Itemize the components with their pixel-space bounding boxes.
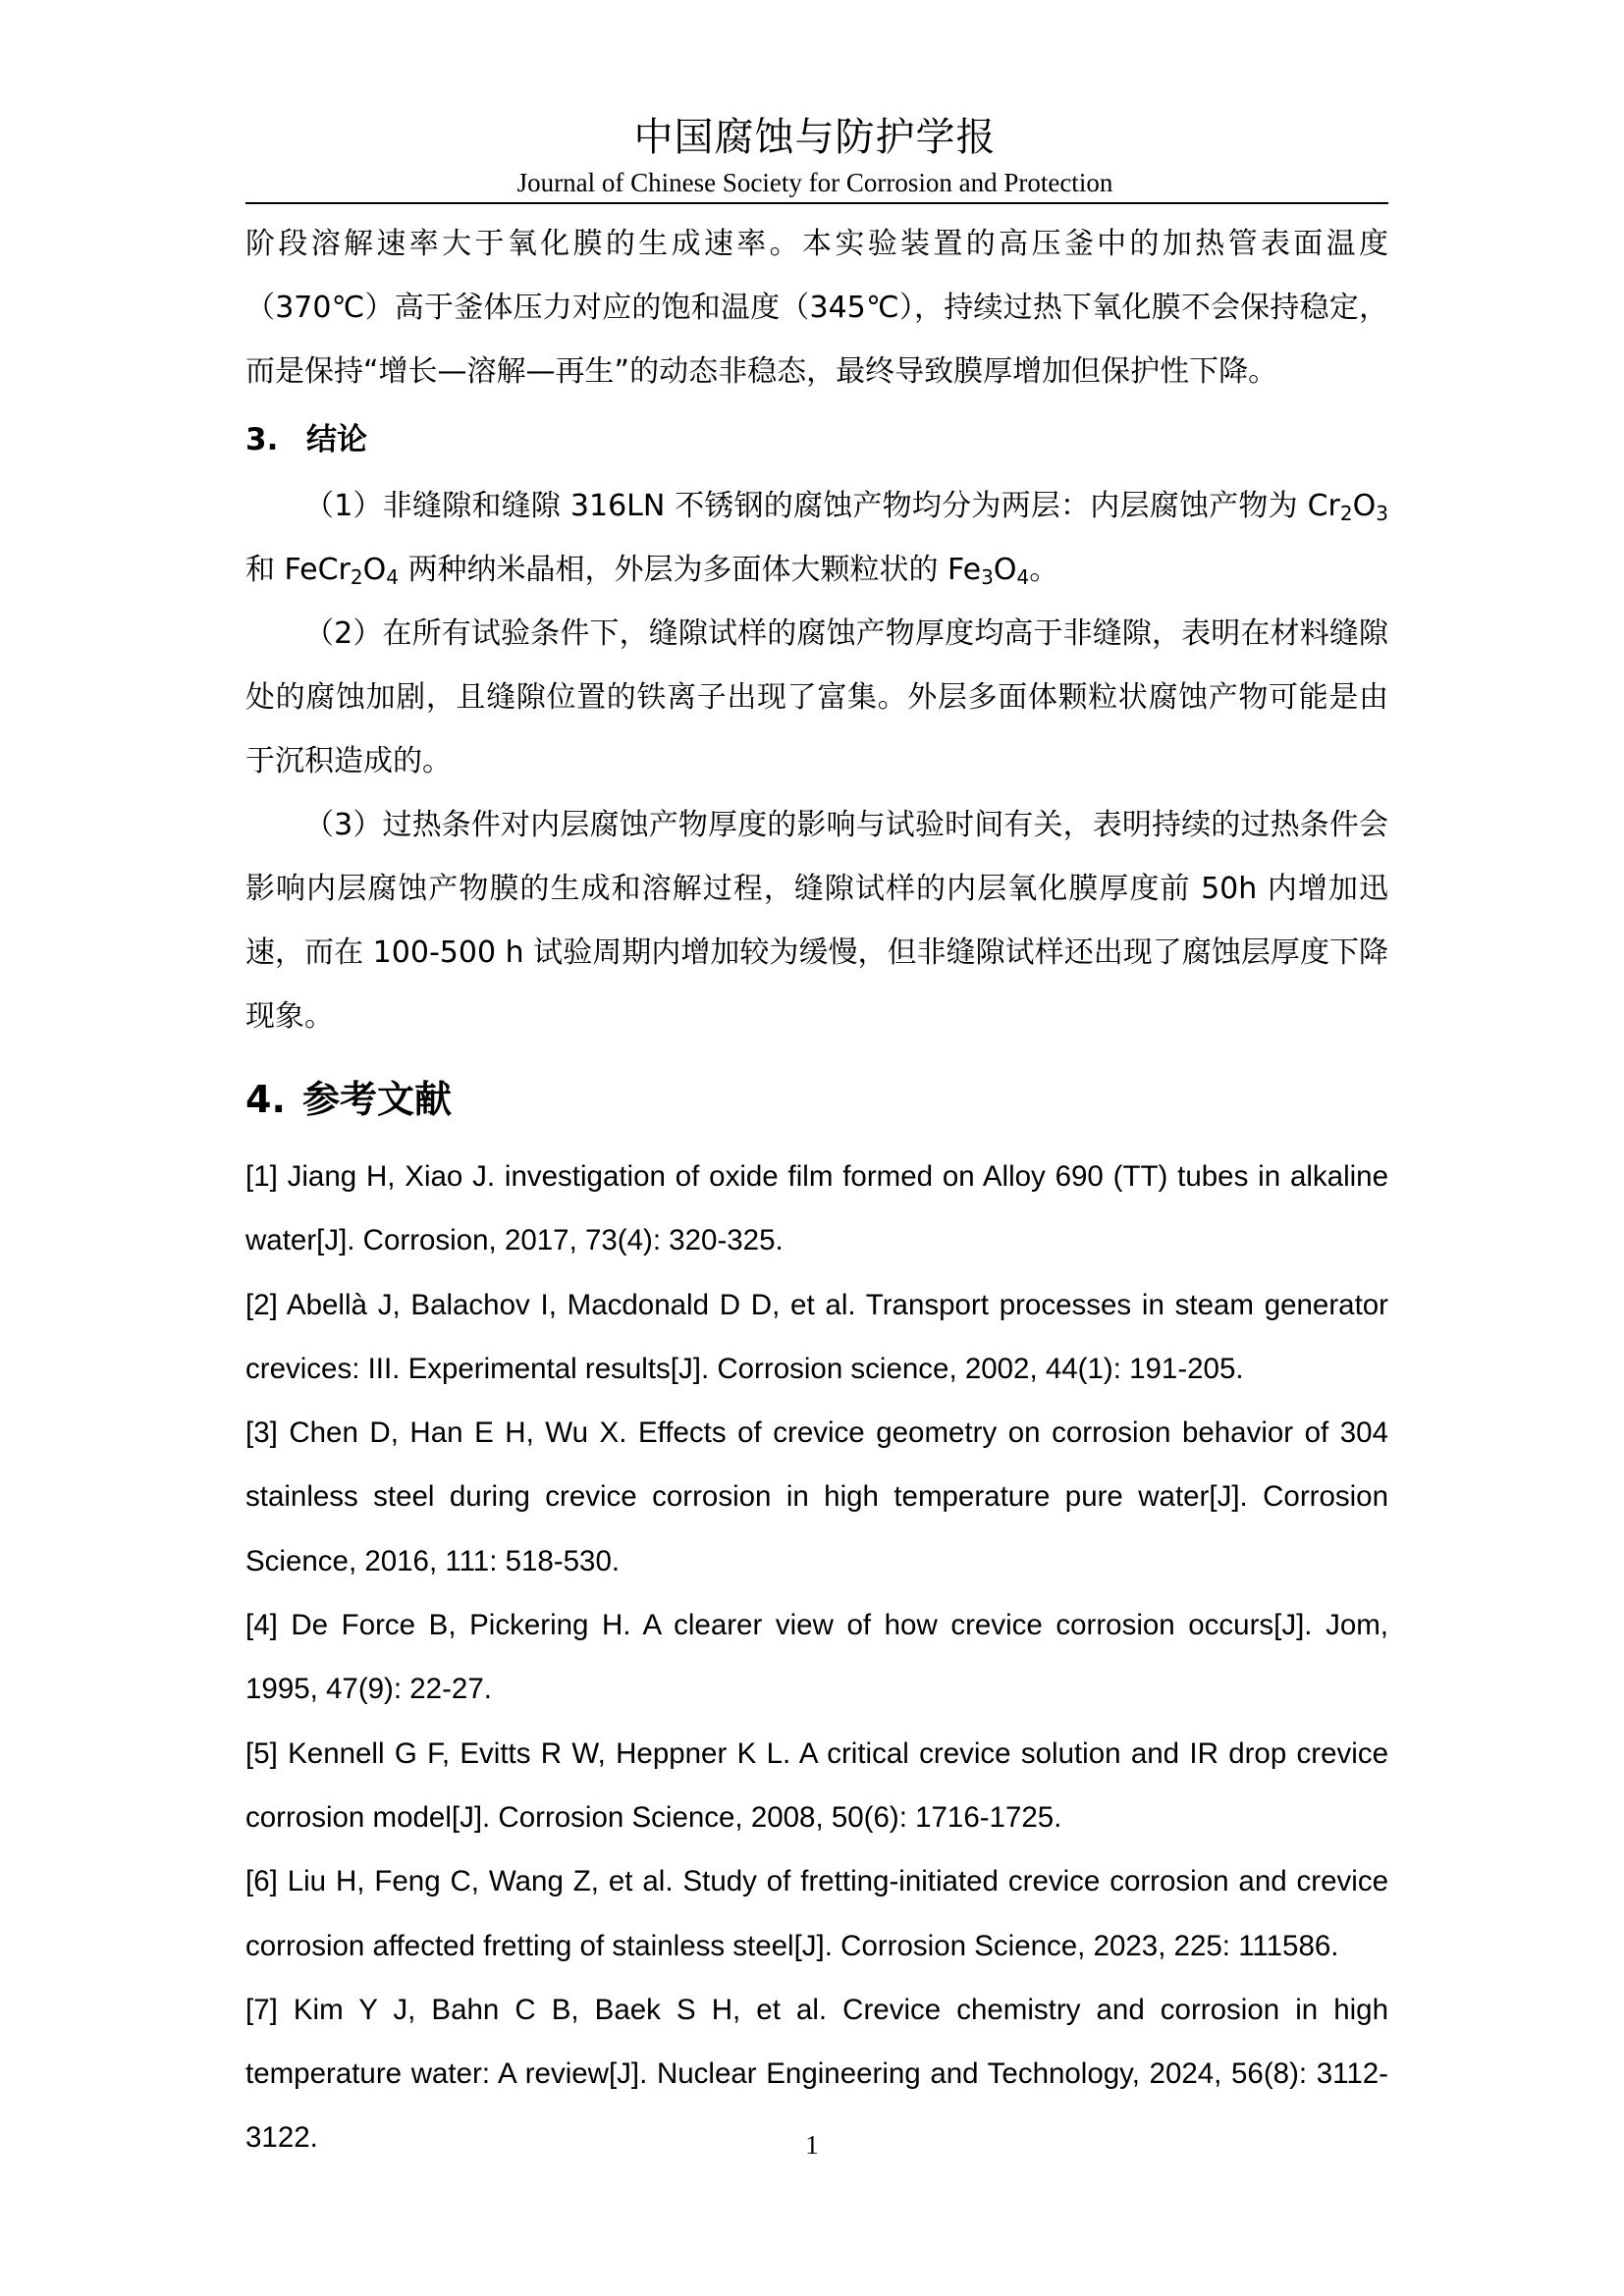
conclusion-item-1-text-f: O [993,553,1017,587]
conclusion-item-1-text-d: O [362,553,387,587]
subscript: 2 [350,565,363,589]
conclusion-item-1-text-c: 和 FeCr [245,553,351,587]
reference-item: [4] De Force B, Pickering H. A clearer view of how crevice corrosion occurs[J]. Jom, 1995, 47(9): 22-27. [245,1609,1388,1706]
subscript: 4 [1016,565,1030,589]
conclusion-heading-title: 结论 [306,422,367,457]
references-heading-title: 参考文献 [302,1078,453,1121]
subscript: 3 [1376,502,1388,525]
subscript: 4 [386,565,399,589]
reference-item: [3] Chen D, Han E H, Wu X. Effects of crevice geometry on corrosion behavior of 304 stainless steel during crevice corrosion in high temperature pure water[J]. Corrosion Science, 2016, 111: 518-530. [245,1416,1388,1577]
conclusion-item-1-text-b: O [1352,489,1377,523]
reference-item: [2] Abellà J, Balachov I, Macdonald D D, et al. Transport processes in steam generator crevices: III. Experimental results[J]. Corrosion science, 2002, 44(1): 191-205. [245,1288,1388,1385]
journal-title-english: Journal of Chinese Society for Corrosion and Protection [516,168,1113,197]
page-number: 1 [805,2130,819,2160]
conclusion-heading-number: 3. [245,422,279,457]
references-heading-number: 4. [245,1078,286,1121]
journal-title-chinese: 中国腐蚀与防护学报 [633,115,997,160]
intro-paragraph: 阶段溶解速率大于氧化膜的生成速率。本实验装置的高压釜中的加热管表面温度（370℃）高于釜体压力对应的饱和温度（345℃），持续过热下氧化膜不会保持稳定，而是保持“增长—溶解—再生”的动态非稳态，最终导致膜厚增加但保护性下降。 [245,227,1388,389]
conclusion-item-2: （2）在所有试验条件下，缝隙试样的腐蚀产物厚度均高于非缝隙，表明在材料缝隙处的腐蚀加剧，且缝隙位置的铁离子出现了富集。外层多面体颗粒状腐蚀产物可能是由于沉积造成的。 [245,616,1388,778]
conclusion-heading [245,405,1388,474]
reference-item: [1] Jiang H, Xiao J. investigation of oxide film formed on Alloy 690 (TT) tubes in alkaline water[J]. Corrosion, 2017, 73(4): 320-325. [245,1160,1388,1257]
reference-item: [7] Kim Y J, Bahn C B, Baek S H, et al. Crevice chemistry and corrosion in high temperature water: A review[J]. Nuclear Engineering and Technology, 2024, 56(8): 3112-3122. [245,1993,1388,2155]
header-divider [245,202,1388,204]
conclusion-item-3: （3）过热条件对内层腐蚀产物厚度的影响与试验时间有关，表明持续的过热条件会影响内层腐蚀产物膜的生成和溶解过程，缝隙试样的内层氧化膜厚度前 50h 内增加迅速，而在 100-500 h 试验周期内增加较为缓慢，但非缝隙试样还出现了腐蚀层厚度下降现象。 [245,808,1388,1034]
reference-list [245,1145,1388,2170]
conclusion-item-1-text-e: 两种纳米晶相，外层为多面体大颗粒状的 Fe [398,553,982,587]
conclusion-item-1-text-g: 。 [1029,553,1059,587]
references-heading [245,1054,1388,1145]
subscript: 3 [981,565,994,589]
page-body [245,212,1388,2170]
reference-item: [6] Liu H, Feng C, Wang Z, et al. Study of fretting-initiated crevice corrosion and crevice corrosion affected fretting of stainless steel[J]. Corrosion Science, 2023, 225: 111586. [245,1865,1388,1962]
conclusion-item-1 [245,474,1388,602]
subscript: 2 [1339,502,1353,525]
reference-item: [5] Kennell G F, Evitts R W, Heppner K L. A critical crevice solution and IR drop crevice corrosion model[J]. Corrosion Science, 2008, 50(6): 1716-1725. [245,1736,1388,1834]
conclusion-item-1-text-a: （1）非缝隙和缝隙 316LN 不锈钢的腐蚀产物均分为两层：内层腐蚀产物为 Cr [304,489,1340,523]
